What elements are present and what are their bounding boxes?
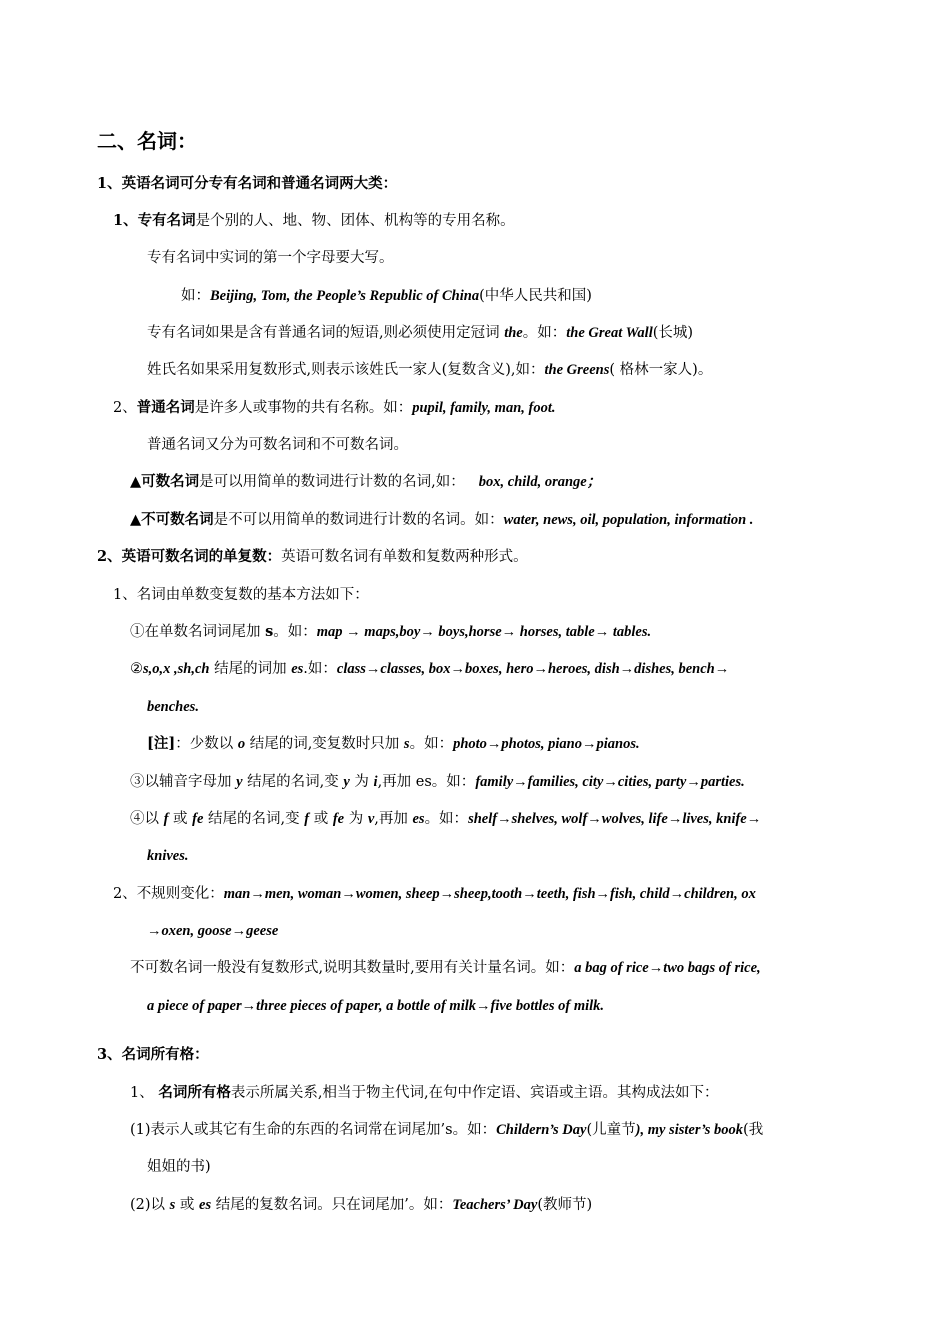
- text: 结尾的名词,变: [242, 774, 344, 790]
- example: the Greens: [544, 362, 610, 378]
- keyword: fe: [192, 811, 204, 827]
- keyword: s: [169, 1197, 176, 1213]
- text: .如：: [303, 661, 337, 677]
- example: box, child, orange；: [478, 474, 602, 490]
- text: ①在单数名词词尾加: [130, 624, 266, 640]
- keyword: y: [236, 774, 243, 790]
- text: (中华人民共和国): [479, 288, 592, 304]
- capitalization-rule: 专有名词中实词的第一个字母要大写。: [147, 250, 394, 266]
- example: a bag of rice→two bags of rice,: [574, 960, 761, 976]
- text: ,再加: [374, 811, 413, 827]
- keyword: es: [412, 811, 425, 827]
- surname-plural-rule: [147, 360, 712, 380]
- text: ：少数以: [175, 736, 238, 752]
- plural-rule-4: [130, 809, 761, 829]
- keyword: s,o,x ,sh,ch: [143, 661, 210, 677]
- term: 名词所有格: [158, 1084, 231, 1101]
- text: 姓氏名如果采用复数形式,则表示该姓氏一家人(复数含义),如：: [147, 362, 545, 378]
- keyword: i: [373, 774, 378, 790]
- text: 是不可以用简单的数词进行计数的名词。如：: [213, 512, 504, 528]
- text: 结尾的名词,变: [203, 811, 305, 827]
- text: 结尾的复数名词。只在词尾加’。如：: [211, 1197, 453, 1213]
- uncountable-noun-definition: [130, 510, 753, 530]
- text: 是个别的人、地、物、团体、机构等的专用名称。: [195, 213, 515, 229]
- text: 。如：: [424, 811, 469, 827]
- text: 是许多人或事物的共有名称。如：: [194, 400, 413, 416]
- note-label: [注]: [147, 735, 176, 752]
- keyword: s: [265, 623, 274, 640]
- text: 。如：: [273, 624, 317, 640]
- text: (2)以: [130, 1197, 170, 1213]
- proper-noun-definition: [113, 211, 515, 231]
- example: map → maps,boy→ boys,horse→ horses, table→ tables.: [316, 624, 652, 640]
- example: shelf→shelves, wolf→wolves, life→lives, knife→: [468, 811, 762, 827]
- example: water, news, oil, population, information .: [503, 512, 754, 528]
- text: 不可数名词一般没有复数形式,说明其数量时,要用有关计量名词。如：: [130, 960, 575, 976]
- term: ▲可数名词: [130, 473, 200, 490]
- text: 为: [349, 774, 374, 790]
- example: Teachers’ Day: [452, 1197, 538, 1213]
- page-title: 二、名词：: [97, 129, 197, 153]
- item-number: 1、: [113, 212, 138, 229]
- text: (教师节): [537, 1197, 593, 1213]
- section-1-heading: 1、英语名词可分专有名词和普通名词两大类：: [97, 175, 398, 192]
- irregular-plurals-continued: →oxen, goose→geese: [147, 923, 279, 939]
- text: (1)表示人或其它有生命的东西的名词常在词尾加’s。如：: [130, 1122, 497, 1138]
- possessive-rule-1-continued: 姐姐的书): [147, 1159, 211, 1175]
- common-noun-definition: [113, 398, 556, 418]
- item-number: 1、: [130, 1085, 159, 1101]
- text: 结尾的词加: [209, 661, 292, 677]
- term: 普通名词: [136, 399, 195, 416]
- keyword: es: [199, 1197, 212, 1213]
- text: 。如：: [409, 736, 454, 752]
- keyword: s: [403, 736, 410, 752]
- text: 2、不规则变化：: [113, 886, 224, 902]
- text: 或: [175, 1197, 200, 1213]
- text: ( 格林一家人)。: [609, 362, 713, 378]
- text: (我: [743, 1122, 764, 1138]
- text: 是可以用简单的数词进行计数的名词,如：: [199, 474, 465, 490]
- plural-rule-2-note: [147, 734, 640, 754]
- example: family→families, city→cities, party→parties.: [475, 774, 745, 790]
- text: 为: [344, 811, 368, 827]
- text: (长城): [652, 325, 694, 341]
- example: photo→photos, piano→pianos.: [453, 736, 640, 752]
- possessive-rule-2: [130, 1195, 592, 1215]
- plural-rule-4-continued: knives.: [147, 848, 189, 864]
- irregular-plurals: [113, 884, 756, 904]
- keyword: es: [291, 661, 304, 677]
- heading-text: 2、英语可数名词的单复数：: [97, 548, 282, 565]
- plural-rule-2: [130, 659, 729, 679]
- text: 或: [168, 811, 193, 827]
- definite-article-rule: [147, 323, 693, 343]
- keyword: f: [163, 811, 169, 827]
- uncountable-quantity-rule: [130, 958, 761, 978]
- keyword: o: [237, 736, 246, 752]
- example: pupil, family, man, foot.: [412, 400, 556, 416]
- proper-noun-example: [181, 286, 592, 306]
- text: 如：: [181, 288, 210, 304]
- text: 英语可数名词有单数和复数两种形式。: [281, 549, 528, 565]
- plural-rule-3: [130, 772, 745, 792]
- countable-noun-definition: [130, 472, 601, 492]
- text: 表示所属关系,相当于物主代词,在句中作定语、宾语或主语。其构成法如下：: [230, 1085, 719, 1101]
- section-3-heading: 3、名词所有格：: [97, 1046, 209, 1063]
- example: ), my sister’s book: [635, 1122, 744, 1138]
- text: 或: [309, 811, 333, 827]
- common-noun-division: 普通名词又分为可数名词和不可数名词。: [147, 437, 408, 453]
- keyword: y: [343, 774, 350, 790]
- term: 专有名词: [137, 212, 196, 229]
- example: Childern’s Day: [496, 1122, 587, 1138]
- text: 。如：: [522, 325, 567, 341]
- text: ,再加 es。如：: [377, 774, 476, 790]
- example: class→classes, box→boxes, hero→heroes, dish→dishes, bench→: [336, 661, 730, 677]
- plural-rule-2-continued: benches.: [147, 699, 199, 715]
- section-2-heading: [97, 547, 528, 567]
- plural-rules-intro: 1、名词由单数变复数的基本方法如下：: [113, 587, 369, 603]
- example: Beijing, Tom, the People’s Republic of China: [210, 288, 480, 304]
- uncountable-quantity-continued: a piece of paper→three pieces of paper, a bottle of milk→five bottles of milk.: [147, 998, 605, 1014]
- plural-rule-1: [130, 622, 651, 642]
- text: ④以: [130, 811, 164, 827]
- term: ▲不可数名词: [130, 511, 214, 528]
- keyword: v: [367, 811, 375, 827]
- keyword: f: [304, 811, 310, 827]
- possessive-definition: [130, 1083, 719, 1103]
- example: man→men, woman→women, sheep→sheep,tooth→teeth, fish→fish, child→children, ox: [223, 886, 756, 902]
- text: (儿童节: [586, 1122, 636, 1138]
- keyword: fe: [332, 811, 345, 827]
- text: ③以辅音字母加: [130, 774, 237, 790]
- item-number: 2、: [113, 400, 137, 416]
- text: 专有名词如果是含有普通名词的短语,则必须使用定冠词: [147, 325, 505, 341]
- example: the Great Wall: [566, 325, 653, 341]
- text: ②: [130, 661, 143, 677]
- possessive-rule-1: [130, 1120, 763, 1140]
- text: 结尾的词,变复数时只加: [245, 736, 404, 752]
- keyword: the: [504, 325, 523, 341]
